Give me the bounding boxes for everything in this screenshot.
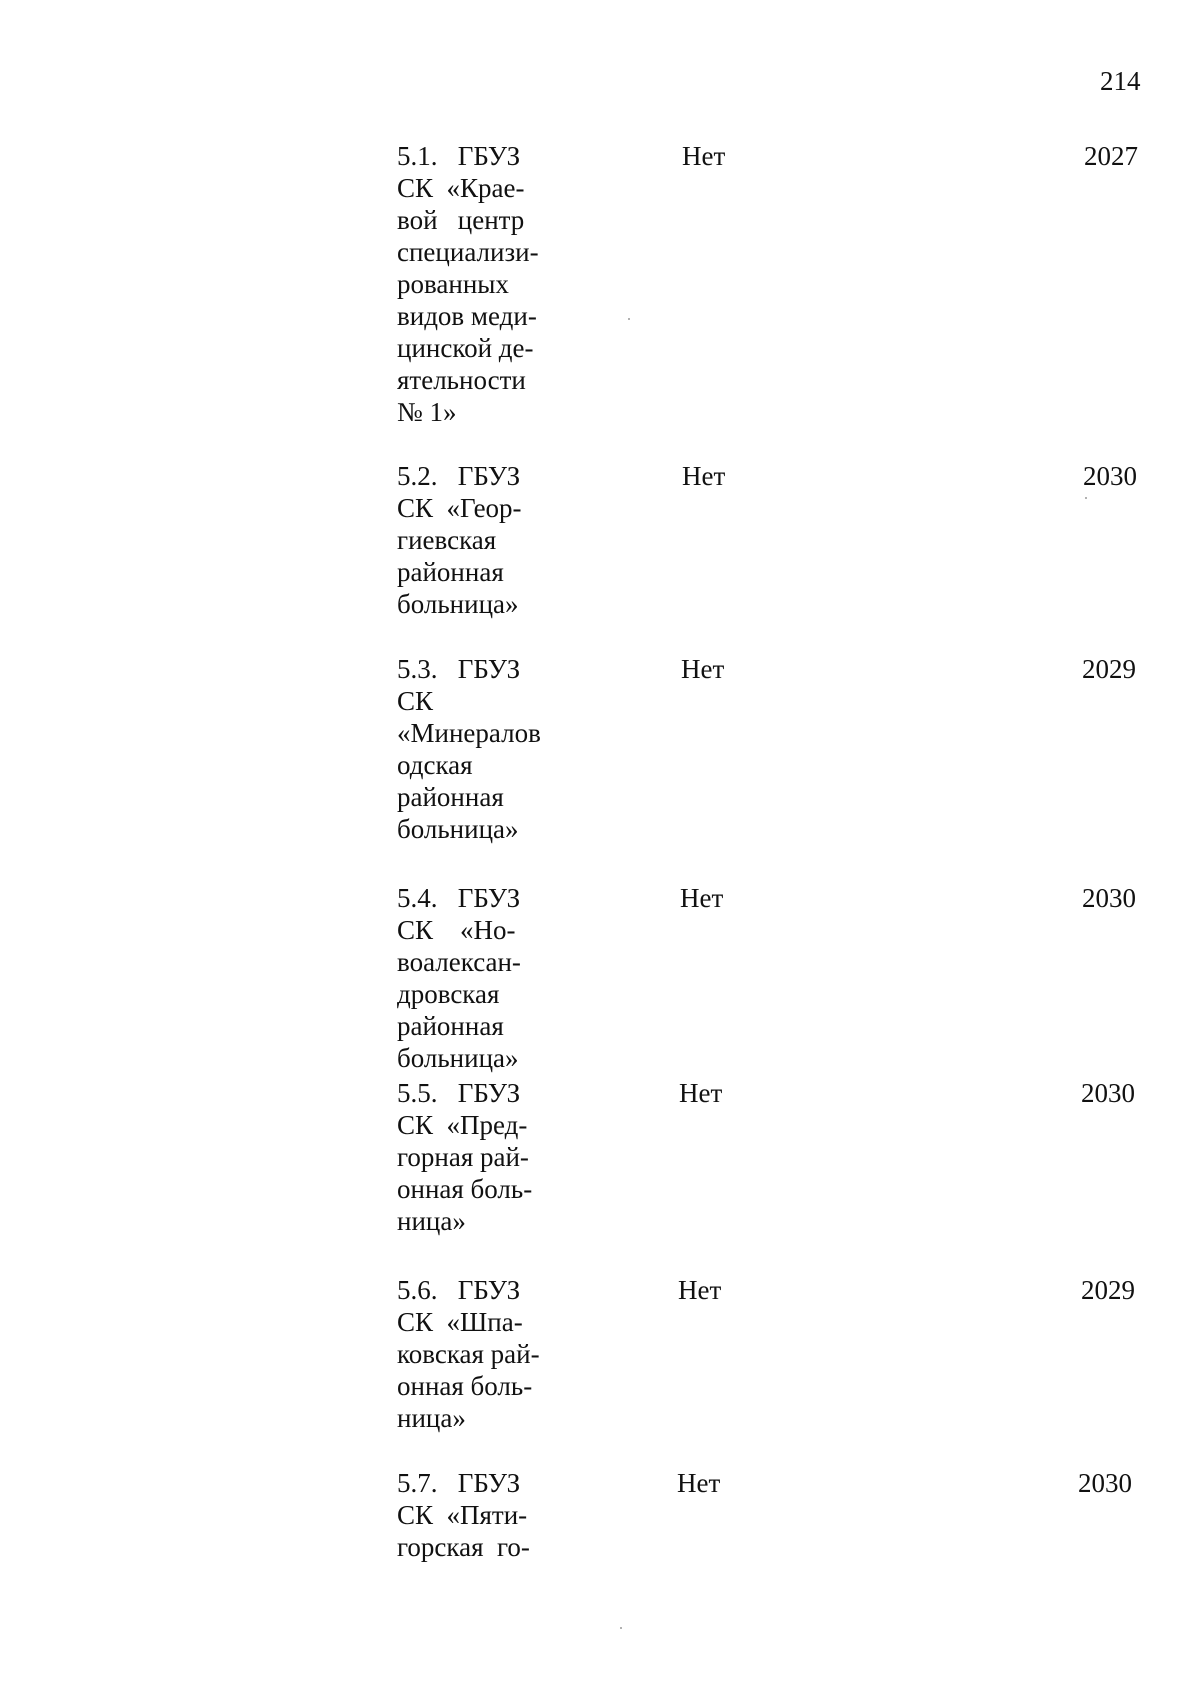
- institution-name-line: № 1»: [397, 397, 457, 427]
- institution-name: [397, 140, 551, 428]
- institution-name-line: больница»: [397, 1043, 519, 1073]
- institution-name-line: ница»: [397, 1206, 466, 1236]
- institution-name-line: воалексан-: [397, 947, 521, 977]
- status-value: Нет: [680, 883, 724, 913]
- status-value: Нет: [682, 461, 726, 491]
- year-value: 2030: [1083, 461, 1137, 491]
- status-value: Нет: [679, 1078, 723, 1108]
- institution-name-line: онная боль-: [397, 1174, 533, 1204]
- institution-name-line: больница»: [397, 589, 519, 619]
- institution-name-line: специализи-: [397, 237, 539, 267]
- year-value: 2030: [1078, 1468, 1132, 1498]
- year-value: 2030: [1082, 883, 1136, 913]
- institution-name-line: районная: [397, 557, 504, 587]
- status-value: Нет: [677, 1468, 721, 1498]
- institution-name-line: СК «Пяти-: [397, 1500, 528, 1530]
- institution-name-line: ница»: [397, 1403, 466, 1433]
- institution-name-line: ятельности: [397, 365, 526, 395]
- institution-name-line: 5.7. ГБУЗ: [397, 1468, 521, 1498]
- institution-name-line: районная: [397, 1011, 504, 1041]
- institution-name-line: 5.3. ГБУЗ: [397, 654, 521, 684]
- institution-name-line: 5.2. ГБУЗ: [397, 461, 521, 491]
- institution-name: [397, 460, 551, 620]
- institution-name-line: районная: [397, 782, 504, 812]
- scan-speck: [1085, 497, 1087, 499]
- scan-speck: [628, 318, 630, 320]
- institution-name-line: «Минералов: [397, 718, 541, 748]
- institution-name-line: горская го-: [397, 1532, 530, 1562]
- institution-name-line: СК «Шпа-: [397, 1307, 523, 1337]
- institution-name: [397, 1077, 551, 1237]
- institution-name-line: СК «Крае-: [397, 173, 525, 203]
- scan-speck: [620, 1627, 622, 1629]
- institution-name-line: больница»: [397, 814, 519, 844]
- institution-name-line: гиевская: [397, 525, 497, 555]
- institution-name-line: СК «Но-: [397, 915, 516, 945]
- year-value: 2027: [1084, 141, 1138, 171]
- institution-name-line: СК «Пред-: [397, 1110, 528, 1140]
- institution-name-line: 5.1. ГБУЗ: [397, 141, 521, 171]
- status-value: Нет: [678, 1275, 722, 1305]
- institution-name-line: СК «Геор-: [397, 493, 522, 523]
- year-value: 2029: [1082, 654, 1136, 684]
- institution-name-line: онная боль-: [397, 1371, 533, 1401]
- year-value: 2030: [1081, 1078, 1135, 1108]
- institution-name-line: одская: [397, 750, 473, 780]
- page-number: 214: [1100, 66, 1141, 96]
- institution-name-line: 5.6. ГБУЗ: [397, 1275, 521, 1305]
- institution-name-line: ковская рай-: [397, 1339, 540, 1369]
- year-value: 2029: [1081, 1275, 1135, 1305]
- institution-name-line: дровская: [397, 979, 500, 1009]
- institution-name: [397, 882, 551, 1074]
- institution-name-line: горная рай-: [397, 1142, 529, 1172]
- status-value: Нет: [681, 654, 725, 684]
- institution-name-line: видов меди-: [397, 301, 537, 331]
- institution-name-line: 5.4. ГБУЗ: [397, 883, 521, 913]
- institution-name-line: СК: [397, 686, 434, 716]
- institution-name: [397, 1467, 551, 1563]
- status-value: Нет: [682, 141, 726, 171]
- institution-name: [397, 1274, 551, 1434]
- institution-name-line: вой центр: [397, 205, 525, 235]
- institution-name-line: рованных: [397, 269, 509, 299]
- institution-name: [397, 653, 551, 845]
- institution-name-line: 5.5. ГБУЗ: [397, 1078, 521, 1108]
- institution-name-line: цинской де-: [397, 333, 534, 363]
